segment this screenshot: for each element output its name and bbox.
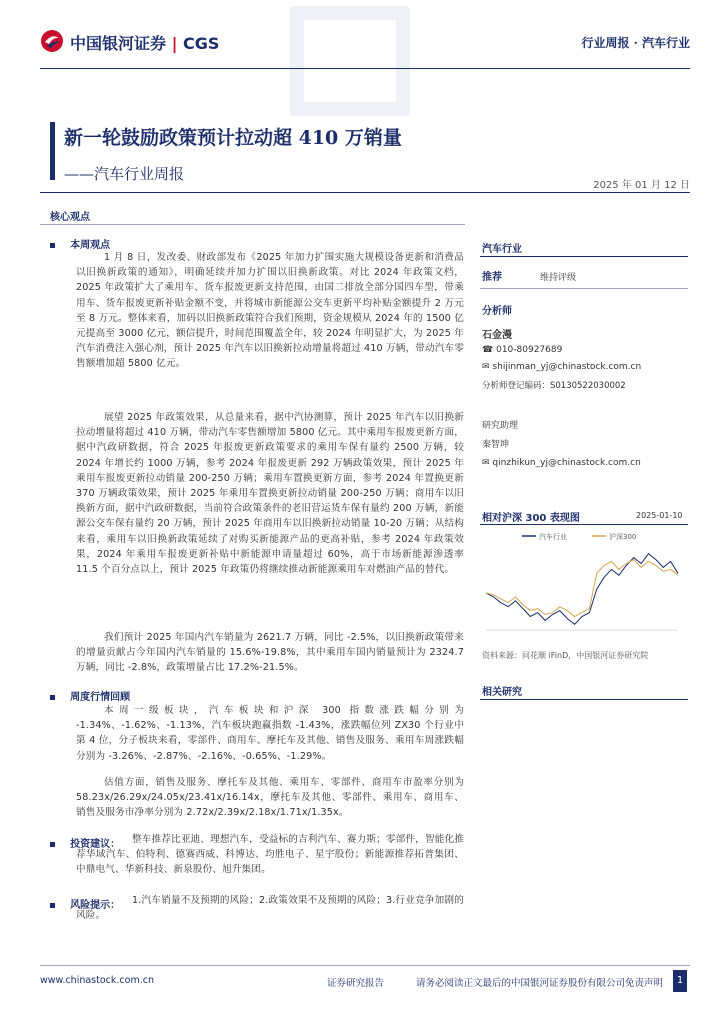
page-title: 新一轮鼓励政策预计拉动超 410 万销量 (64, 127, 402, 149)
chart-source: 资料来源：同花顺 iFinD，中国银河证券研究院 (482, 651, 649, 660)
bullet-icon (50, 903, 55, 908)
series-line-0 (486, 554, 678, 625)
paragraph: 展望 2025 年政策效果，从总量来看，据中汽协测算，预计 2025 年汽车以旧换新拉动增量将超过 410 万辆，带动汽车零售额增加 5800 亿元。其中乘用车报废更新方面，据中汽政研数据，符合 2025 年报废更新政策要求的乘用车保有量约 2500 万辆，较 2024 年增长约 1000 万辆，参考 2024 年报废更新 292 万辆政策效果，预计 2025 年乘用车报废更新拉动销量 200-250 万辆；乘用车置换更新方面，参考 2024 年置换更新 370 万辆政策效果，预计 2025 年乘用车置换更新拉动销量 200-250 万辆；商用车以旧换新方面，据中汽政研数据，当前符合政策条件的老旧营运货车保有量约 200 万辆，新能源公交车保有量约 20 万辆，预计 2025 年商用车以旧换新拉动销量 10-20 万辆；从结构来看，乘用车以旧换新政策延续了对购买新能源产品的更高补贴，参考 2024 年政策效果，2024 年乘用车报废更新补贴中新能源申请量超过 60%，高于市场新能源渗透率 11.5 个百分点以上，预计 2025 年政策仍将继续推动新能源乘用车对燃油产品的替代。 (76, 412, 464, 576)
sidebar-rule (480, 288, 688, 289)
related-rule (480, 699, 688, 700)
analyst-email[interactable] (482, 362, 641, 372)
header-watermark (290, 6, 410, 116)
email-text[interactable]: qinzhikun_yj@chinastock.com.cn (492, 458, 641, 468)
analyst-name: 石金漫 (482, 330, 512, 341)
legend-label: 沪深300 (609, 533, 637, 541)
assistant-email[interactable] (482, 458, 641, 468)
core-label: 核心观点 (50, 212, 90, 223)
header-rule (40, 68, 690, 69)
legend-label: 汽车行业 (539, 533, 567, 541)
analyst-phone (482, 345, 562, 355)
logo-text: 中国银河证券 | CGS (70, 34, 220, 53)
section-market-review (50, 685, 130, 704)
related-research[interactable]: 相关研究 (482, 687, 522, 698)
footer-center: 证券研究报告 (327, 978, 385, 989)
paragraph: 本周一级板块，汽车板块和沪深 300 指数涨跌幅分别为 -1.34%、-1.62%、-1.13%，汽车板块跑赢指数 -1.43%，涨跌幅位列 ZX30 个行业中第 4 位，分子板块来看，零部件、商用车、摩托车及其他、销售及服务、乘用车周涨跌幅分别为 -3.26%、-2.87%、-2.16%、-0.65%、-1.29%。 (76, 705, 464, 762)
analyst-label: 分析师 (482, 306, 512, 317)
chart-lines (486, 554, 678, 630)
chart-date: 2025-01-10 (636, 511, 683, 520)
logo-en: CGS (183, 34, 220, 53)
email-text[interactable]: shijinman_yj@chinastock.com.cn (492, 362, 642, 372)
phone-icon: ☎ (482, 345, 494, 355)
paragraph: 估值方面，销售及服务、摩托车及其他、乘用车、零部件、商用车市盈率分别为 58.23x/26.29x/24.05x/23.41x/16.14x，摩托车及其他、零部件、乘用车、商用车、销售及服务市净率分别为 2.72x/2.39x/2.18x/1.71x/1.35x。 (76, 777, 464, 819)
report-date: 2025 年 01 月 12 日 (593, 180, 690, 191)
logo (40, 29, 64, 53)
bullet-icon (50, 243, 55, 248)
assistant-name: 秦智坤 (482, 440, 510, 450)
page-subtitle: ——汽车行业周报 (64, 165, 185, 183)
section-heading: 本周观点 (70, 240, 111, 251)
paragraph: 整车推荐比亚迪、理想汽车，受益标的吉利汽车、赛力斯；零部件，智能化推荐华域汽车、伯特利、德赛西威、科博达、均胜电子、星宇股份；新能源推荐拓普集团、中鼎电气、华新科技、新泉股份、旭升集团。 (76, 834, 464, 876)
chart-legend (522, 532, 636, 541)
title-rule (40, 192, 690, 193)
footer-url[interactable]: www.chinastock.com.cn (40, 975, 154, 986)
paragraph: 我们预计 2025 年国内汽车销量为 2621.7 万辆，同比 -2.5%，以旧换新政策带来的增量贡献占今年国内汽车销量的 15.6%-19.8%，其中乘用车国内销量预计为 2324.7 万辆，同比 -2.8%，政策增量占比 17.2%-21.5%。 (76, 632, 464, 674)
paragraph: 1 月 8 日，发改委、财政部发布《2025 年加力扩围实施大规模设备更新和消费品以旧换新政策的通知》，明确延续并加力扩围以旧换新政策。对比 2024 年政策文档，2025 年政策扩大了乘用车、货车报废更新支持范围，由国二排放全部分国四车型，带乘用车、货车报废更新补贴金额不变，并将城市新能源公交车更新平均补贴金额提升 2 万元至 8 万元。整体来看，加码以旧换新政策符合我们预期，资金规模从 2024 年的 1500 亿元提高至 3000 亿元，额信提升，时间范围覆盖全年，较 2024 年明显扩大，为 2025 年汽车消费注入强心剂，预计 2025 年汽车以旧换新拉动增量将超过 410 万辆，带动汽车零售额增加超 5800 亿元。 (76, 252, 464, 370)
bullet-icon (50, 842, 55, 847)
bullet-icon (50, 695, 55, 700)
footer-disclaimer: 请务必阅读正文最后的中国银河证券股份有限公司免责声明 (416, 978, 664, 989)
footer-rule (40, 965, 690, 966)
rating-value: 维持评级 (540, 273, 577, 283)
sidebar-industry: 汽车行业 (482, 244, 522, 255)
header-section-label: 行业周报 · 汽车行业 (581, 36, 690, 50)
assistant-label: 研究助理 (482, 421, 519, 431)
chart-title: 相对沪深 300 表现图 (482, 513, 580, 524)
email-icon: ✉ (482, 458, 490, 468)
paragraph: 1.汽车销量不及预期的风险；2.政策效果不及预期的风险；3.行业竞争加剧的风险。 (76, 895, 464, 922)
performance-chart (482, 530, 688, 642)
email-icon: ✉ (482, 362, 490, 372)
analyst-reg-no: 分析师登记编码：S0130522030002 (482, 381, 626, 391)
page-number: 1 (673, 970, 687, 992)
phone-text: 010-80927689 (496, 345, 563, 355)
title-bar (50, 122, 55, 180)
section-heading: 周度行情回顾 (70, 692, 131, 703)
logo-cn: 中国银河证券 (70, 34, 167, 53)
core-rule (40, 224, 465, 225)
series-line-1 (486, 560, 678, 617)
rating-label: 推荐 (482, 272, 502, 283)
section-heading: 投资建议： (70, 839, 121, 850)
chart-rule (480, 524, 688, 525)
logo-icon (40, 29, 64, 53)
sidebar-rule (480, 256, 688, 257)
section-heading: 风险提示： (70, 900, 121, 911)
